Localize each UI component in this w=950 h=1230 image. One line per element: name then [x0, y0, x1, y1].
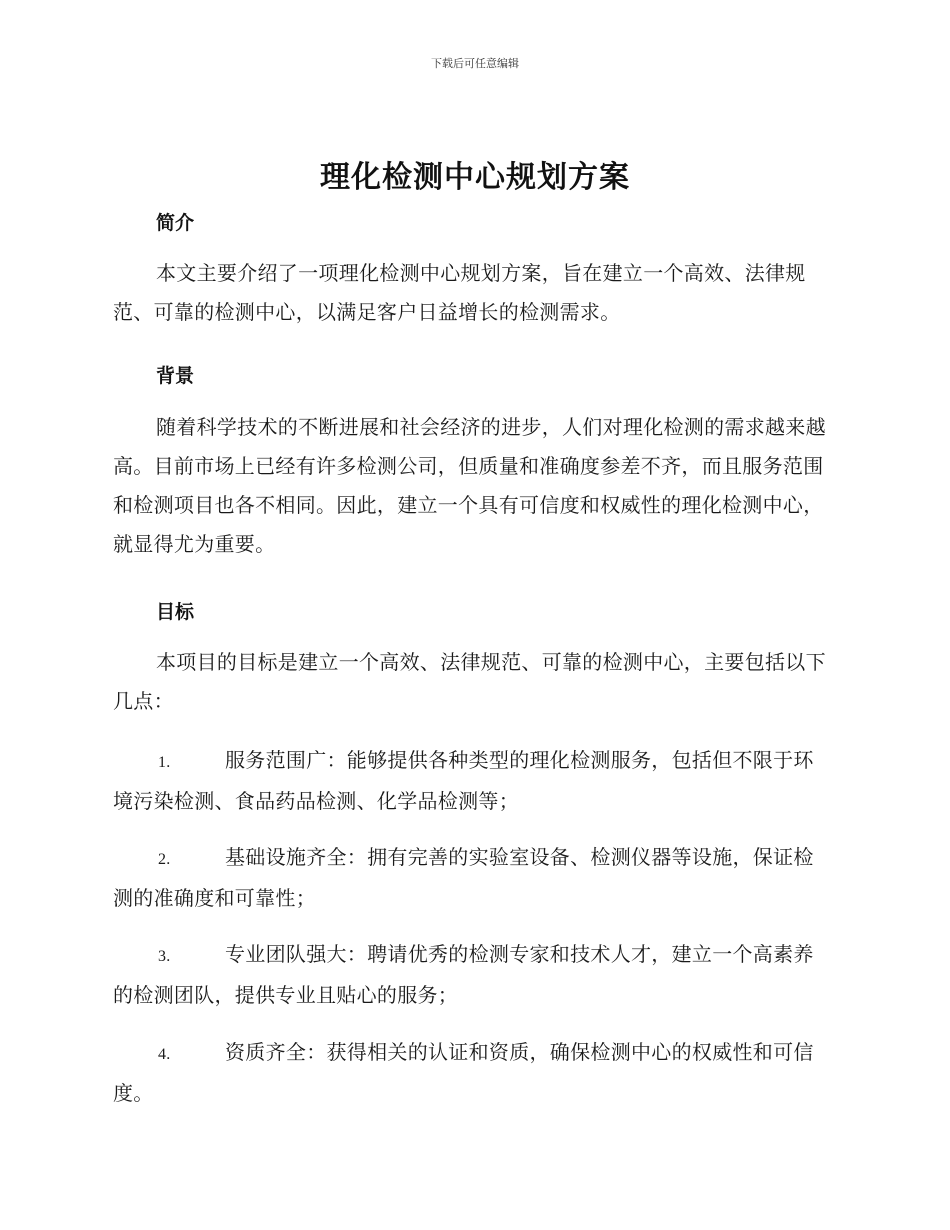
section-heading-goals: 目标: [156, 601, 195, 623]
list-item-text: 基础设施齐全：拥有完善的实验室设备、检测仪器等设施，保证检测的准确度和可靠性；: [113, 845, 814, 910]
goal-list-item: [113, 1033, 833, 1113]
list-number: 2.: [158, 851, 171, 868]
list-item-text: 专业团队强大：聘请优秀的检测专家和技术人才，建立一个高素养的检测团队，提供专业且贴心的服务；: [113, 942, 814, 1007]
goals-paragraph: 本项目的目标是建立一个高效、法律规范、可靠的检测中心，主要包括以下几点：: [113, 650, 826, 713]
section-heading-intro: 简介: [156, 212, 195, 234]
goal-list-item: [113, 741, 833, 821]
list-number: 3.: [158, 948, 171, 965]
list-number: 4.: [158, 1046, 171, 1063]
list-item-text: 服务范围广：能够提供各种类型的理化检测服务，包括但不限于环境污染检测、食品药品检测、化学品检测等；: [113, 748, 814, 813]
intro-paragraph: 本文主要介绍了一项理化检测中心规划方案，旨在建立一个高效、法律规范、可靠的检测中心，以满足客户日益增长的检测需求。: [113, 261, 806, 324]
list-item-text: 资质齐全：获得相关的认证和资质，确保检测中心的权威性和可信度。: [113, 1040, 814, 1105]
header-note: 下载后可任意编辑: [431, 57, 519, 70]
background-paragraph: 随着科学技术的不断进展和社会经济的进步，人们对理化检测的需求越来越高。目前市场上已经有许多检测公司，但质量和准确度参差不齐，而且服务范围和检测项目也各不相同。因此，建立一个具有可信度和权威性的理化检测中心，就显得尤为重要。: [113, 415, 826, 556]
section-heading-background: 背景: [156, 365, 195, 387]
goal-list-item: [113, 935, 833, 1015]
document-title: 理化检测中心规划方案: [320, 160, 630, 195]
list-number: 1.: [158, 754, 171, 771]
goal-list-item: [113, 838, 833, 918]
